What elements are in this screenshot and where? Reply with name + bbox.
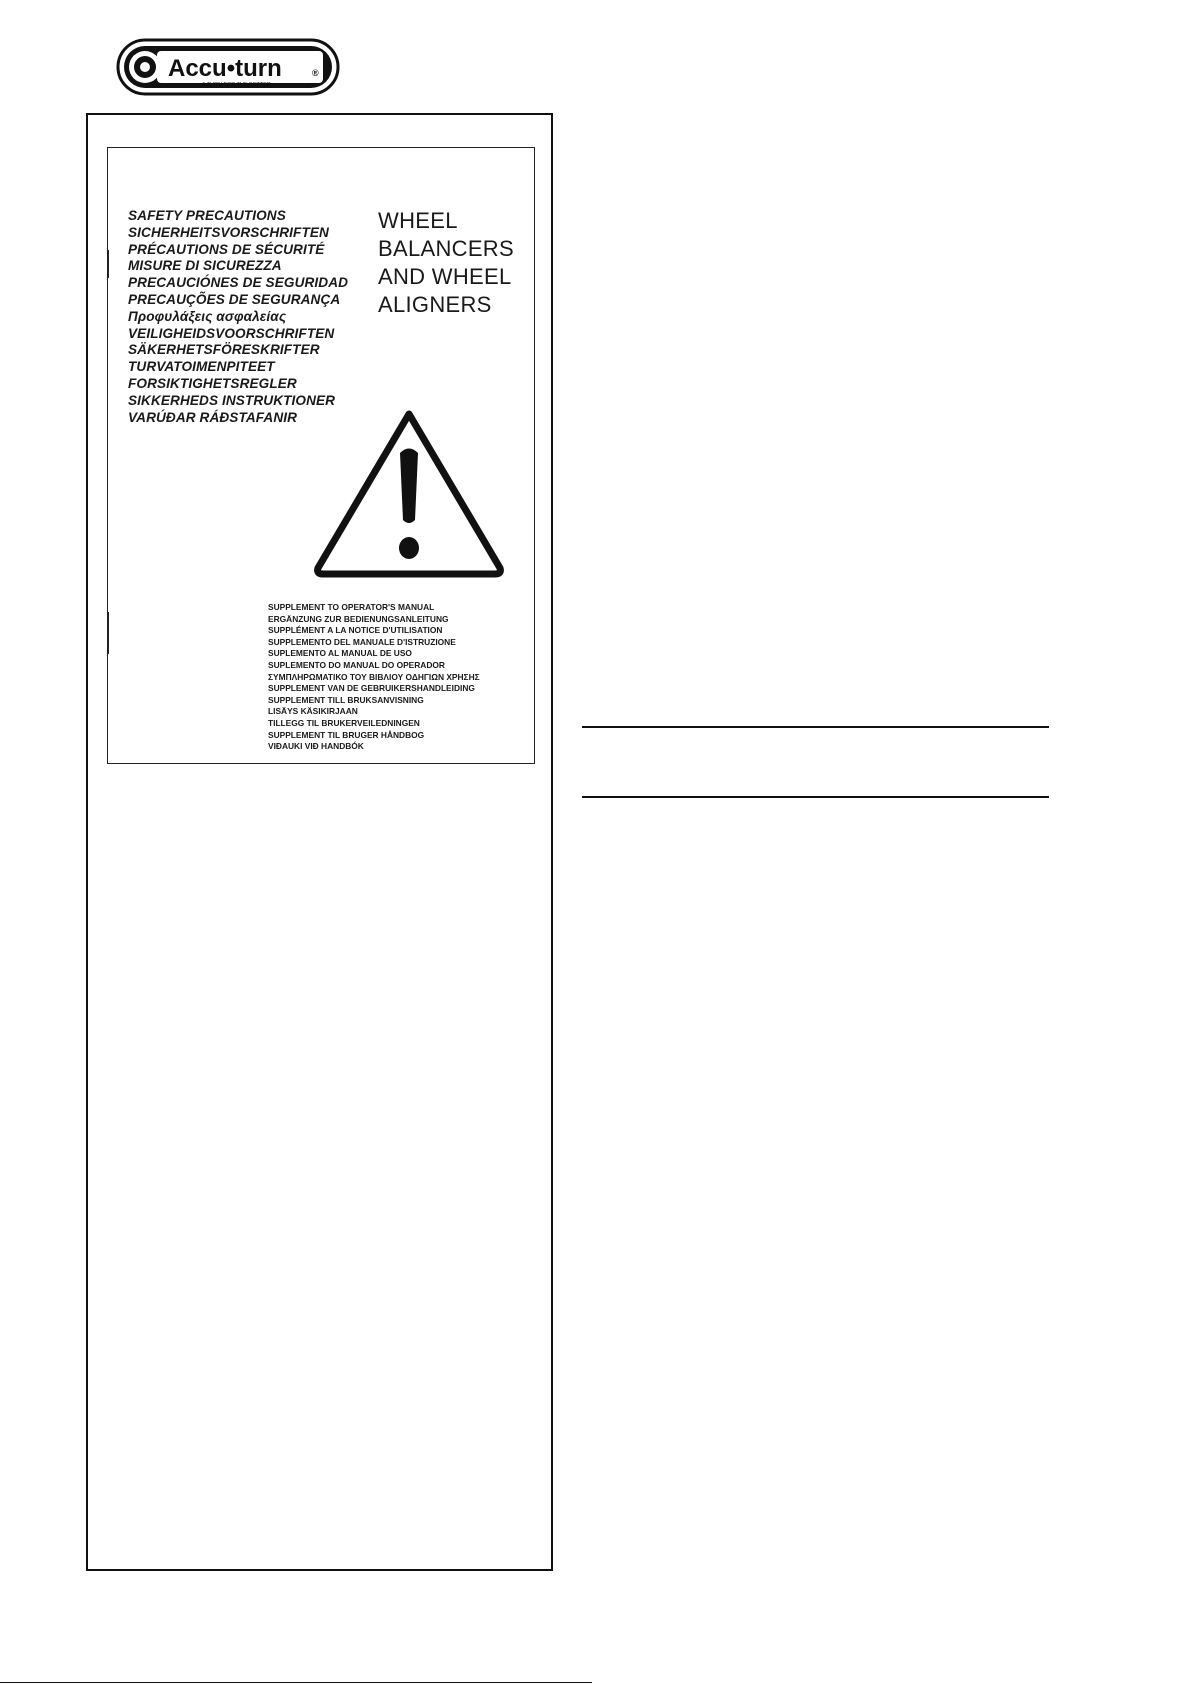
precaution-title: SIKKERHEDS INSTRUKTIONER: [128, 392, 336, 408]
supplement-line: ΣΥΜΠΛΗΡΩΜΑΤΙΚΟ ΤΟΥ ΒΙΒΛΙΟΥ ΟΔΗΓΙΩΝ ΧΡΗΣΗΣ: [268, 671, 480, 682]
cover-title-line: AND WHEEL: [378, 264, 512, 289]
logo-registered-mark: ®: [312, 68, 319, 78]
accuturn-logo: [116, 38, 340, 96]
supplement-line: TILLEGG TIL BRUKERVEILEDNINGEN: [268, 717, 420, 728]
cover-edge-mark: [107, 250, 109, 278]
horizontal-rule: [582, 796, 1049, 798]
cover-title: [378, 207, 514, 319]
precaution-title: MISURE DI SICUREZZA: [128, 258, 282, 274]
supplement-line: SUPPLÉMENT A LA NOTICE D'UTILISATION: [268, 625, 443, 636]
supplement-line: SUPPLEMENTO DEL MANUALE D'ISTRUZIONE: [268, 636, 456, 647]
warning-triangle-icon: [312, 408, 506, 580]
precaution-title: FORSIKTIGHETSREGLER: [128, 375, 297, 391]
supplement-line: SUPPLEMENT TILL BRUKSANVISNING: [268, 694, 424, 705]
supplement-line: SUPPLEMENT VAN DE GEBRUIKERSHANDLEIDING: [268, 683, 475, 694]
supplement-line: SUPPLEMENT TO OPERATOR'S MANUAL: [268, 602, 435, 612]
precaution-title: Προφυλάξεις ασφαλείας: [128, 308, 287, 324]
supplement-line: LISÄYS KÄSIKIRJAAN: [268, 706, 358, 717]
logo-graphic: [116, 38, 340, 96]
supplement-line: SUPLEMENTO AL MANUAL DE USO: [268, 648, 412, 659]
precaution-title: VEILIGHEIDSVOORSCHRIFTEN: [128, 325, 335, 341]
horizontal-rule: [582, 726, 1049, 728]
precaution-title: PRÉCAUTIONS DE SÉCURITÉ: [128, 241, 325, 257]
cover-edge-mark: [107, 612, 109, 654]
supplement-list: [268, 602, 480, 753]
precaution-title: SÄKERHETSFÖRESKRIFTER: [128, 342, 320, 358]
cover-title-line: ALIGNERS: [378, 292, 492, 317]
cover-title-line: BALANCERS: [378, 236, 514, 261]
precaution-title: TURVATOIMENPITEET: [128, 359, 275, 375]
supplement-line: VIÐAUKI VIÐ HANDBÓK: [268, 741, 364, 752]
footer-rule: [0, 1682, 592, 1683]
precaution-title: PRECAUCIÓNES DE SEGURIDAD: [128, 275, 349, 291]
logo-tagline: A TURN FOR THE BETTER: [202, 82, 271, 88]
supplement-line: ERGÄNZUNG ZUR BEDIENUNGSANLEITUNG: [268, 613, 449, 624]
supplement-line: SUPPLEMENT TIL BRUGER HÅNDBOG: [268, 729, 425, 740]
precaution-title: PRECAUÇÕES DE SEGURANÇA: [128, 291, 341, 307]
supplement-line: SUPLEMENTO DO MANUAL DO OPERADOR: [268, 659, 445, 670]
cover-title-line: WHEEL: [378, 208, 458, 233]
precaution-title: SICHERHEITSVORSCHRIFTEN: [128, 224, 329, 240]
safety-precautions-list: [128, 208, 348, 426]
precaution-title: VARÚÐAR RÁÐSTAFANIR: [128, 409, 298, 425]
logo-brand: Accu•turn: [168, 55, 282, 82]
precaution-title: SAFETY PRECAUTIONS: [128, 208, 286, 223]
